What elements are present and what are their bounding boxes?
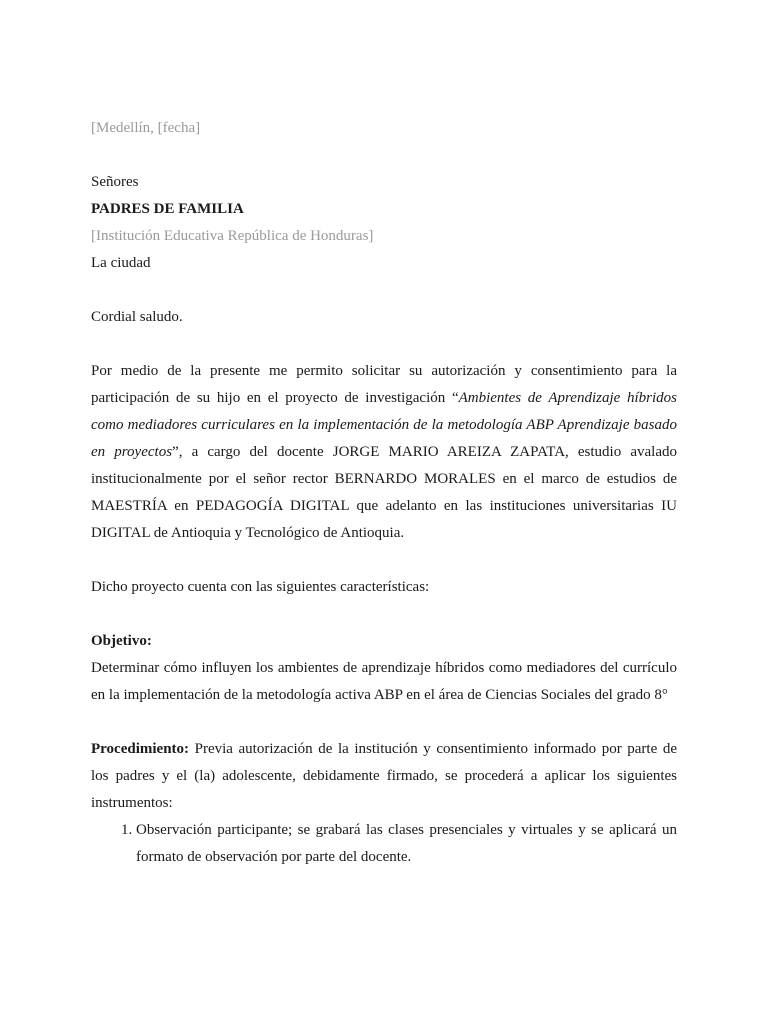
procedure-paragraph [91, 736, 677, 817]
greeting: Cordial saludo. [91, 309, 183, 325]
recipient: PADRES DE FAMILIA [91, 201, 244, 217]
institution-name: [Institución Educativa República de Honduras] [91, 228, 374, 244]
characteristics-intro: Dicho proyecto cuenta con las siguientes características: [91, 579, 430, 595]
intro-part-2: ”, a cargo del docente JORGE MARIO AREIZA ZAPATA, estudio avalado institucionalmente por el señor rector BERNARDO MORALES en el marco de estudios de MAESTRÍA en PEDAGOGÍA DIGITAL que adelanto en las instituciones universitarias IU DIGITAL de Antioquia y Tecnológico de Antioquia. [91, 444, 677, 541]
intro-paragraph [91, 358, 677, 547]
objective-label: Objetivo: [91, 633, 152, 649]
objective-text: Determinar cómo influyen los ambientes de aprendizaje híbridos como mediadores del currículo en la implementación de la metodología activa ABP en el área de Ciencias Sociales del grado 8° [91, 660, 677, 703]
salutation-to: Señores [91, 174, 139, 190]
instrument-list [91, 817, 677, 871]
date-line: [Medellín, [fecha] [91, 120, 201, 136]
list-item: 1. Observación participante; se grabará las clases presenciales y virtuales y se aplicará un formato de observación por parte del docente. [136, 817, 677, 871]
project-title: Ambientes de Aprendizaje híbridos como mediadores curriculares en la implementación de la metodología ABP Aprendizaje basado en proyectos [91, 390, 677, 460]
city-line: La ciudad [91, 255, 151, 271]
procedure-text: Previa autorización de la institución y consentimiento informado por parte de los padres y el (la) adolescente, debidamente firmado, se procederá a aplicar los siguientes instrumentos: [91, 741, 677, 811]
intro-part-1: Por medio de la presente me permito solicitar su autorización y consentimiento para la participación de su hijo en el proyecto de investigación “ [91, 363, 677, 406]
procedure-label: Procedimiento: [91, 741, 190, 757]
